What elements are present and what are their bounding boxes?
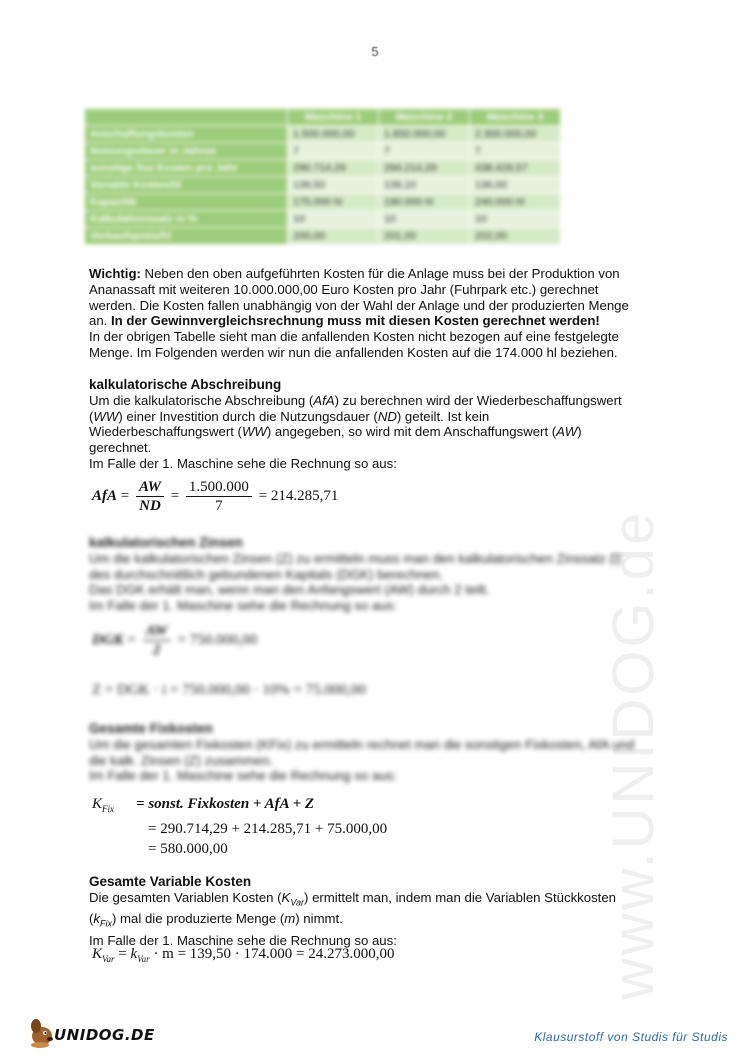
table-cell: 2.300.000,00 [470,126,561,143]
fraction-numerator: AW [143,622,171,641]
table-cell: 7 [379,143,470,160]
paragraph-text: Um die kalkulatorische Abschreibung ( [89,392,314,408]
table-row [85,228,561,245]
formula-line: = 290.714,29 + 214.285,71 + 75.000,00 [148,821,388,837]
formula-fraction [136,478,164,515]
unidog-logo [26,1014,156,1050]
table-cell: 294.214,29 [379,160,470,177]
formula-fraction [143,622,171,659]
paragraph-text: Um die gesamten Fixkosten (KFix) zu ermitteln rechnet man die sonstigen Fixkosten, AfA und [89,736,635,752]
paragraph-text: des durchschnittlich gebundenen Kapitals (DGK) berechnen. [89,566,444,582]
row-label: Nutzungsdauer in Jahren [85,143,288,160]
term-text: AfA [313,392,335,408]
section-heading: kalkulatorischen Zinsen [89,535,243,550]
paragraph-text: Die gesamten Variablen Kosten ( [89,889,282,905]
table-cell: 139,50 [288,177,379,194]
table-row [85,177,561,194]
table-header-cell: Maschine 3 [470,109,561,126]
fraction-denominator: ND [139,498,161,514]
row-label: sonstige fixe Kosten pro Jahr [85,160,288,177]
paragraph-text: ) angegeben, so wird mit dem Anschaffungswert ( [266,424,557,440]
table-cell: 1.850.000,00 [379,126,470,143]
emphasis-text: In der Gewinnvergleichsrechnung muss mit diesen Kosten gerechnet werden! [111,313,600,329]
term-text: ND [377,408,397,424]
table-cell: 10 [288,211,379,228]
formula-result: 214.285,71 [270,487,339,504]
term-text: WW [93,408,119,424]
table-cell: 136,00 [470,177,561,194]
table-cell: 175.000 hl [288,194,379,211]
section-heading: kalkulatorische Abschreibung [89,377,282,392]
formula-operator: = [170,487,180,504]
formula-subscript: Var [137,954,150,964]
table-cell: 139,10 [379,177,470,194]
table-cell: 7 [470,143,561,160]
formula-operator: = [127,631,136,648]
footer-slogan: Klausurstoff von Studis für Studis [534,1030,728,1044]
variable-formula [92,946,395,964]
table-cell: 10 [470,211,561,228]
section-heading: Gesamte Variable Kosten [89,874,252,889]
paragraph-text: Um die kalkulatorischen Zinsen (Z) zu ermitteln muss man den kalkulatorischen Zinssatz (i) [89,550,622,566]
formula-line: = sonst. Fixkosten + AfA + Z [136,796,315,812]
table-cell: 290.714,29 [288,160,379,177]
section-heading: Gesamte Fixkosten [89,721,213,736]
fraction-numerator: 1.500.000 [186,478,252,497]
paragraph-text: Ananassaft mit weiteren 10.000.000,00 Euro Kosten pro Jahr (Fuhrpark etc.) gerechnet [89,281,599,297]
watermark: www.UNIDOG.de [601,509,666,1000]
table-cell: 10 [379,211,470,228]
fixkosten-section [89,721,679,784]
paragraph-text: ( [89,911,94,927]
variable-section [89,874,679,948]
row-label: Variable Kosten/hl [85,177,288,194]
term-text: K [281,889,291,905]
paragraph-text: Menge. Im Folgenden werden wir nun die anfallenden Kosten auf die 174.000 hl beziehen. [89,344,618,360]
table-row [85,194,561,211]
formula-term: K [92,946,103,962]
paragraph-text: an. [89,313,111,329]
formula-line: · m = 139,50 · 174.000 = 24.273.000,00 [153,946,395,962]
formula-fraction [186,478,252,515]
wichtig-paragraph [89,266,679,361]
fraction-denominator: 2 [152,642,161,658]
row-label: Anschaffungskosten [85,126,288,143]
paragraph-text: ( [89,408,94,424]
table-cell: 190.000 hl [379,194,470,211]
row-label: Kalkulationssatz in % [85,211,288,228]
formula-subscript: Var [102,954,115,964]
term-text: WW [241,424,267,440]
formula-operator: = [120,487,130,504]
formula-subscript: Fix [102,804,115,814]
formula-term: K [92,796,103,812]
paragraph-text: ) mal die produzierte Menge ( [112,911,285,927]
table-cell: 201,00 [379,228,470,245]
formula-term: k [130,946,138,962]
paragraph-text: Das DGK erhält man, wenn man den Anfangswert (AW) durch 2 teilt. [89,582,490,598]
table-cell: 7 [288,143,379,160]
paragraph-text: Im Falle der 1. Maschine sehe die Rechnung so aus: [89,598,397,614]
table-row [85,211,561,228]
table-row [85,143,561,160]
table-cell: 200,00 [288,228,379,245]
table-header-cell [85,109,288,126]
paragraph-text: Im Falle der 1. Maschine sehe die Rechnung so aus: [89,768,397,784]
fraction-numerator: AW [136,478,164,497]
formula-term: DGK [92,631,124,648]
table-header-cell: Maschine 2 [379,109,470,126]
fixkosten-formula [92,794,387,859]
afa-formula [92,478,338,515]
paragraph-text: werden. Die Kosten fallen unabhängig von der Wahl der Anlage und der produzierten Menge [89,297,629,313]
paragraph-text: Im Falle der 1. Maschine sehe die Rechnung so aus: [89,455,397,471]
term-subscript: Var [290,897,305,908]
paragraph-text: gerechnet. [89,440,152,456]
fraction-denominator: 7 [215,498,223,514]
table-cell: 1.500.000,00 [288,126,379,143]
paragraph-text: ) [577,424,582,440]
term-subscript: Fix [100,918,112,929]
paragraph-text: ) geteilt. Ist kein [396,408,490,424]
machine-cost-table [84,108,561,245]
formula-line: = 580.000,00 [148,841,228,857]
paragraph-text: Wiederbeschaffungswert ( [89,424,242,440]
term-text: k [93,911,100,927]
abschreibung-section [89,377,679,472]
paragraph-text: ) ermittelt man, indem man die Variablen Stückkosten [304,889,617,905]
paragraph-text: ) einer Investition durch die Nutzungsdauer ( [118,408,378,424]
zinsen-section [89,535,679,614]
paragraph-text: ) zu berechnen wird der Wiederbeschaffungswert [334,392,622,408]
table-row [85,160,561,177]
table-header-row [85,109,561,126]
dgk-formula [92,622,257,659]
paragraph-text: Im Falle der 1. Maschine sehe die Rechnung so aus: [89,932,397,948]
table-header-cell: Maschine 1 [288,109,379,126]
formula-line: Z = DGK · i = 750.000,00 · 10% = 75.000,00 [92,682,366,698]
table-cell: 438.428,57 [470,160,561,177]
wichtig-label: Wichtig: [89,266,141,281]
page-number: 5 [371,44,379,59]
row-label: Verkaufspreis/hl [85,228,288,245]
logo-text: UNIDOG.DE [54,1026,155,1044]
formula-term: AfA [92,487,118,504]
paragraph-text: ) nimmt. [295,911,343,927]
table-row [85,126,561,143]
formula-operator: = [118,946,127,962]
zinsen-formula [92,682,366,699]
paragraph-text: Neben den oben aufgeführten Kosten für die Anlage muss bei der Produktion von [140,266,620,281]
term-text: AW [556,424,578,440]
table-cell: 202,00 [470,228,561,245]
formula-result: = 750.000,00 [177,631,258,648]
paragraph-text: In der obrigen Tabelle sieht man die anfallenden Kosten nicht bezogen auf eine festgelegte [89,329,619,345]
paragraph-text: die kalk. Zinsen (Z) zusammen. [89,752,273,768]
row-label: Kapazität [85,194,288,211]
table-cell: 240.000 hl [470,194,561,211]
term-text: m [284,911,296,927]
formula-operator: = [258,487,268,504]
